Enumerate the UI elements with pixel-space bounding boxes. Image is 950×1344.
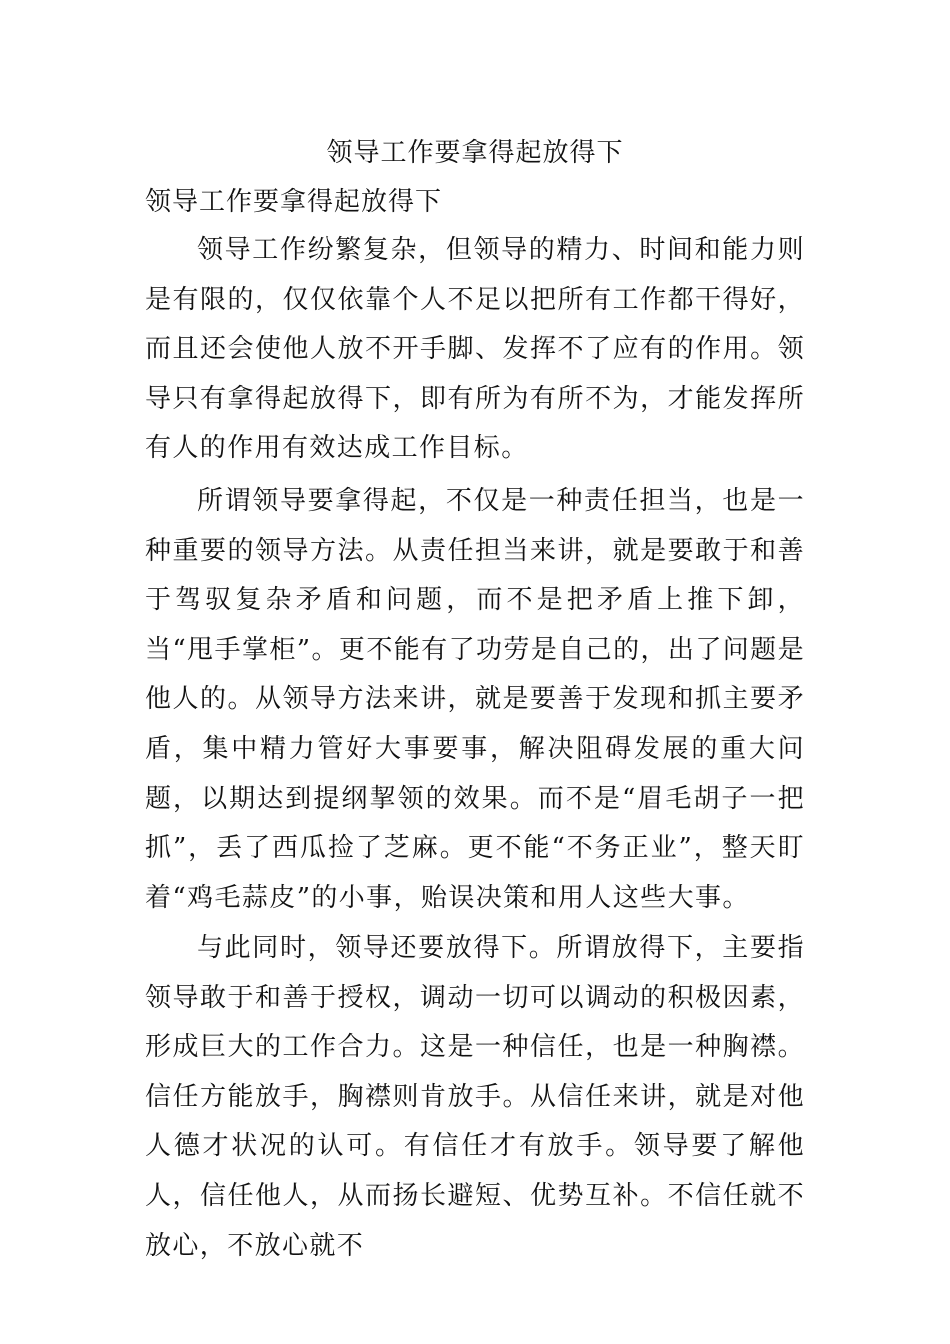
document-subtitle: 领导工作要拿得起放得下 <box>145 187 443 217</box>
paragraph-let-go: 与此同时，领导还要放得下。所谓放得下，主要指领导敢于和善于授权，调动一切可以调动的积极因素，形成巨大的工作合力。这是一种信任，也是一种胸襟。信任方能放手，胸襟则肯放手。从信任来讲，就是对他人德才状况的认可。有信任才有放手。领导要了解他人，信任他人，从而扬长避短、优势互补。不信任就不放心，不放心就不 <box>145 933 805 1261</box>
paragraph-intro: 领导工作纷繁复杂，但领导的精力、时间和能力则是有限的，仅仅依靠个人不足以把所有工作都干得好，而且还会使他人放不开手脚、发挥不了应有的作用。领导只有拿得起放得下，即有所为有所不为，才能发挥所有人的作用有效达成工作目标。 <box>145 235 805 464</box>
document-title: 领导工作要拿得起放得下 <box>326 138 624 168</box>
paragraph-pick-up: 所谓领导要拿得起，不仅是一种责任担当，也是一种重要的领导方法。从责任担当来讲，就是要敢于和善于驾驭复杂矛盾和问题，而不是把矛盾上推下卸，当“甩手掌柜”。更不能有了功劳是自己的，出了问题是他人的。从领导方法来讲，就是要善于发现和抓主要矛盾，集中精力管好大事要事，解决阻碍发展的重大问题，以期达到提纲挈领的效果。而不是“眉毛胡子一把抓”，丢了西瓜捡了芝麻。更不能“不务正业”，整天盯着“鸡毛蒜皮”的小事，贻误决策和用人这些大事。 <box>145 486 805 913</box>
